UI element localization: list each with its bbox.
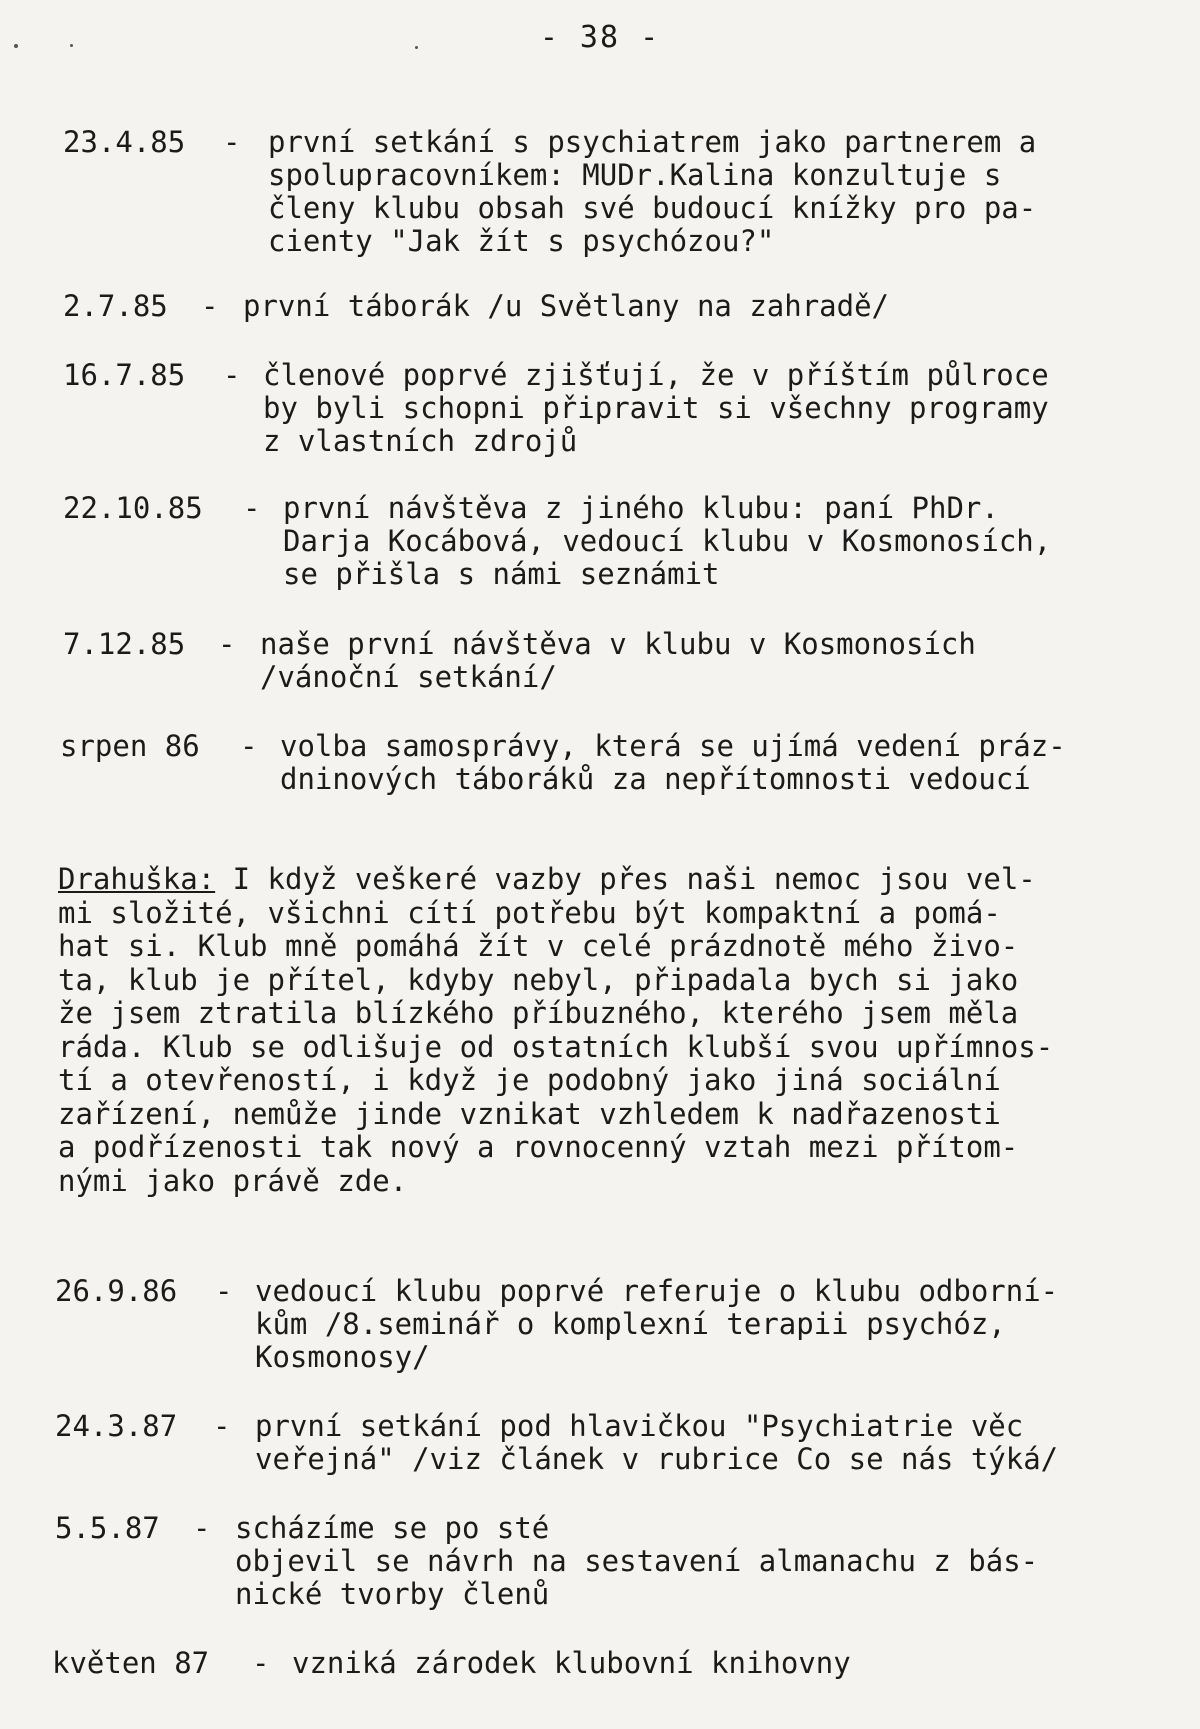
entry-dash: - [223, 358, 241, 392]
entry-date: srpen 86 [60, 729, 200, 763]
entry-dash: - [213, 1409, 231, 1443]
entry-date: 23.4.85 [63, 125, 186, 159]
quote-line: mi složité, všichni cítí potřebu být kompaktní a pomá- [58, 895, 1001, 930]
entry-line: z vlastních zdrojů [263, 424, 578, 458]
entry-dash: - [215, 1274, 233, 1308]
entry-dash: - [201, 289, 219, 323]
quote-line: zařízení, nemůže jinde vznikat vzhledem k nadřazenosti [58, 1096, 1001, 1131]
entry-dash: - [193, 1511, 211, 1545]
entry-dash: - [243, 491, 261, 525]
entry-line: nické tvorby členů [235, 1577, 550, 1611]
entry-line: naše první návštěva v klubu v Kosmonosích [260, 627, 976, 661]
entry-line: první setkání s psychiatrem jako partnerem a [268, 125, 1037, 159]
scan-speck [14, 44, 18, 48]
chronicle-entry [63, 492, 1183, 602]
chronicle-entry [55, 1512, 1190, 1622]
quote-line: a podřízenosti tak nový a rovnocenný vztah mezi přítom- [58, 1130, 1019, 1164]
entry-line: by byli schopni připravit si všechny programy [263, 391, 1049, 425]
entry-date: 26.9.86 [55, 1274, 178, 1308]
quote-line: tí a otevřeností, i když je podobný jako jiná sociální [58, 1063, 1001, 1097]
chronicle-entry [63, 628, 1183, 703]
entry-line: vzniká zárodek klubovní knihovny [292, 1646, 851, 1680]
chronicle-entry [63, 126, 1183, 266]
quote-line: ráda. Klub se odlišuje od ostatních klubší svou upřímnos- [58, 1029, 1054, 1064]
entry-date: květen 87 [52, 1646, 210, 1680]
chronicle-entry [55, 1410, 1190, 1485]
page-number: - 38 - [539, 20, 661, 55]
entry-dash: - [223, 125, 241, 159]
entry-line: se přišla s námi seznámit [283, 557, 720, 591]
entry-line: spolupracovníkem: MUDr.Kalina konzultuje s [268, 158, 1002, 192]
entry-date: 2.7.85 [63, 289, 168, 323]
entry-text [292, 1647, 851, 1680]
entry-text [255, 1410, 1058, 1476]
member-quote [58, 863, 1053, 1198]
entry-line: scházíme se po sté [235, 1511, 550, 1545]
entry-text [243, 290, 889, 323]
entry-line: /vánoční setkání/ [260, 660, 557, 694]
quote-line: že jsem ztratila blízkého příbuzného, kterého jsem měla [58, 996, 1019, 1030]
entry-line: volba samosprávy, která se ujímá vedení práz- [280, 729, 1066, 763]
scan-speck [415, 46, 418, 49]
quote-first-line [58, 863, 1053, 897]
entry-line: první táborák /u Světlany na zahradě/ [243, 289, 890, 323]
entry-line: kům /8.seminář o komplexní terapii psychóz, [255, 1307, 1006, 1341]
entry-text [283, 492, 1051, 591]
entry-text [255, 1275, 1058, 1374]
entry-text [263, 359, 1049, 458]
entry-date: 7.12.85 [63, 627, 186, 661]
entry-line: Darja Kocábová, vedoucí klubu v Kosmonosích, [283, 524, 1052, 558]
scan-speck [70, 44, 73, 47]
entry-line: objevil se návrh na sestavení almanachu z bás- [235, 1544, 1039, 1578]
entry-text [268, 126, 1036, 258]
entry-text [280, 730, 1066, 796]
entry-line: Kosmonosy/ [255, 1340, 430, 1374]
entry-dash: - [240, 729, 258, 763]
entry-line: členy klubu obsah své budoucí knížky pro pa- [268, 191, 1037, 225]
chronicle-entry [52, 1647, 1187, 1687]
entry-line: členové poprvé zjišťují, že v příštím půlroce [263, 358, 1049, 392]
quote-line: ta, klub je přítel, kdyby nebyl, připadala bych si jako [58, 962, 1019, 997]
chronicle-entry [55, 1275, 1190, 1385]
entry-dash: - [252, 1646, 270, 1680]
chronicle-entry [60, 730, 1190, 805]
entry-line: dninových táboráků za nepřítomnosti vedoucí [280, 762, 1031, 796]
entry-text [235, 1512, 1038, 1611]
quote-line: hat si. Klub mně pomáhá žít v celé prázdnotě mého živo- [58, 929, 1019, 963]
entry-date: 24.3.87 [55, 1409, 178, 1443]
quote-speaker: Drahuška: [58, 862, 216, 896]
entry-date: 22.10.85 [63, 491, 203, 525]
quote-line: I když veškeré vazby přes naši nemoc jsou vel- [215, 862, 1036, 896]
entry-line: cienty "Jak žít s psychózou?" [268, 224, 775, 258]
entry-line: vedoucí klubu poprvé referuje o klubu odborní- [255, 1274, 1059, 1308]
entry-line: veřejná" /viz článek v rubrice Co se nás týká/ [255, 1442, 1059, 1476]
entry-text [260, 628, 976, 694]
entry-line: první setkání pod hlavičkou "Psychiatrie věc [255, 1409, 1024, 1443]
quote-line: nými jako právě zde. [58, 1163, 408, 1198]
chronicle-entry [63, 359, 1183, 469]
entry-date: 16.7.85 [63, 358, 186, 392]
entry-dash: - [218, 627, 236, 661]
entry-date: 5.5.87 [55, 1511, 160, 1545]
entry-line: první návštěva z jiného klubu: paní PhDr. [283, 491, 999, 525]
chronicle-entry [63, 290, 1183, 330]
